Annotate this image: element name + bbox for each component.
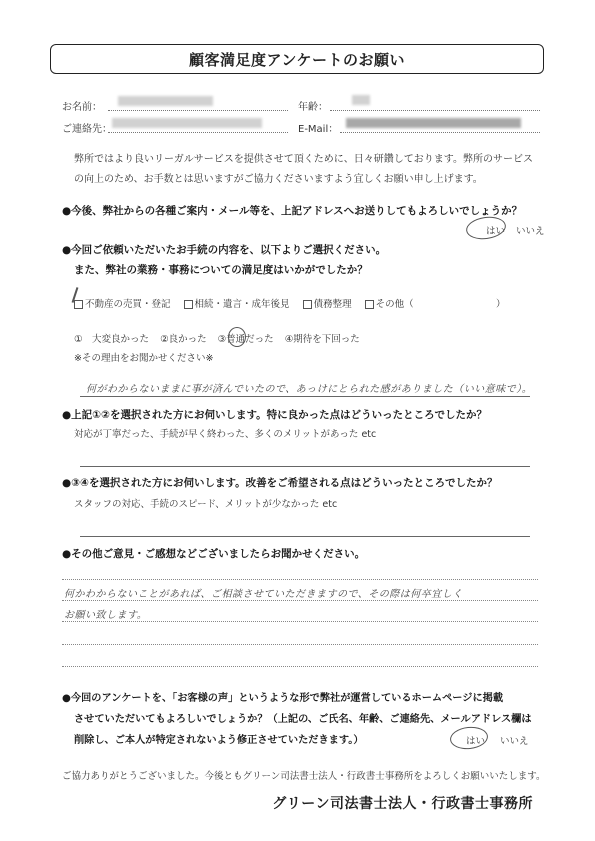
category-other-close: ）: [496, 299, 506, 310]
contact-underline: [108, 132, 288, 133]
handwritten-comment-1: 何かわからないことがあれば、ご相談させていただきますので、その際は何卒宜しく: [64, 589, 463, 600]
question-publish-line2: させていただいてもよろしいでしょうか？（上記の、ご氏名、年齢、ご連絡先、メールアドレス欄は: [74, 714, 532, 725]
thanks-text: ご協力ありがとうございました。今後ともグリーン司法書士法人・行政書士事務所をよろしくお願いいたします。: [62, 771, 546, 782]
handwritten-comment-2: お願い致します。: [64, 610, 148, 621]
q6-no: いいえ: [500, 736, 529, 747]
name-underline: [108, 110, 288, 111]
q1-yes: はい: [486, 226, 506, 237]
email-label: E-Mail：: [298, 124, 339, 135]
name-label: お名前：: [62, 102, 102, 113]
rating-below[interactable]: ④期待を下回った: [284, 334, 360, 345]
handwritten-reason: 何がわからないままに事が済んでいたので、あっけにとられた感がありました（いい意味で）。: [86, 384, 533, 395]
improvements-answer-line: [80, 536, 530, 537]
improvements-hint: スタッフの対応、手続のスピード、メリットが少なかった etc: [74, 499, 338, 510]
checkbox-icon: [184, 300, 193, 309]
category-options: [74, 296, 414, 310]
checkbox-icon: [365, 300, 374, 309]
category-inheritance[interactable]: 相続・遺言・成年後見: [184, 299, 290, 310]
comment-line: [62, 579, 538, 580]
name-redacted: [118, 96, 213, 106]
contact-label: ご連絡先：: [62, 124, 112, 135]
question-good-points: ●上記①②を選択された方にお伺いします。特に良かった点はどういったところでしたか？: [62, 409, 487, 421]
category-real-estate[interactable]: 不動産の売買・登記: [74, 299, 171, 310]
rating-good[interactable]: ②良かった: [160, 334, 207, 345]
survey-title: 顧客満足度アンケートのお願い: [50, 44, 544, 74]
q1-no: いいえ: [516, 226, 545, 237]
q6-yes: はい: [466, 736, 486, 747]
comment-line: [62, 600, 538, 601]
reason-prompt: ※その理由をお聞かせください※: [74, 353, 214, 364]
q6-yes-circle: [449, 725, 489, 751]
question-publish-line3: 削除し、ご本人が特定されないよう修正させていただきます。）: [74, 735, 364, 746]
category-other[interactable]: その他（: [365, 299, 414, 310]
age-underline: [330, 110, 540, 111]
checkbox-icon: [303, 300, 312, 309]
age-label: 年齢：: [298, 102, 328, 113]
intro-paragraph: 弊所ではより良いリーガルサービスを提供させて頂くために、日々研鑽しております。弊所のサービスの向上のため、お手数とは思いますがご協力くださいますよう宜しくお願い申し上げます。: [74, 154, 533, 185]
question-service-type: ●今回ご依頼いただいたお手続の内容を、以下よりご選択ください。: [62, 244, 387, 256]
category-debt[interactable]: 債務整理: [303, 299, 352, 310]
age-redacted: [352, 95, 370, 105]
rating-options: [74, 331, 360, 345]
good-points-answer-line: [80, 466, 530, 467]
question-mail-consent: ●今後、弊社からの各種ご案内・メール等を、上記アドレスへお送りしてもよろしいでしょうか？: [62, 205, 523, 217]
question-publish-line1: ●今回のアンケートを、「お客様の声」というような形で弊社が運営しているホームページに掲載: [62, 693, 504, 704]
rating-very-good[interactable]: ① 大変良かった: [74, 334, 150, 345]
question-improvements: ●③④を選択された方にお伺いします。改善をご希望される点はどういったところでしたか？: [62, 477, 498, 489]
email-redacted: [346, 118, 521, 128]
firm-name: グリーン司法書士法人・行政書士事務所: [272, 796, 533, 812]
rating-average[interactable]: ③普通だった: [217, 334, 274, 345]
comment-line: [62, 644, 538, 645]
question-satisfaction: また、弊社の業務・事務についての満足度はいかがでしたか？: [74, 264, 368, 276]
comment-line: [62, 621, 538, 622]
question-comments: ●その他ご意見・ご感想などございましたらお聞かせください。: [62, 548, 366, 560]
good-points-hint: 対応が丁寧だった、手続が早く終わった、多くのメリットがあった etc: [74, 429, 377, 440]
email-underline: [340, 132, 540, 133]
reason-underline: [80, 396, 530, 397]
contact-redacted: [112, 118, 262, 128]
rating-selected-circle: [228, 327, 246, 347]
q1-yes-circle: [465, 214, 508, 241]
comment-line: [62, 666, 538, 667]
checkbox-icon: [74, 300, 83, 309]
